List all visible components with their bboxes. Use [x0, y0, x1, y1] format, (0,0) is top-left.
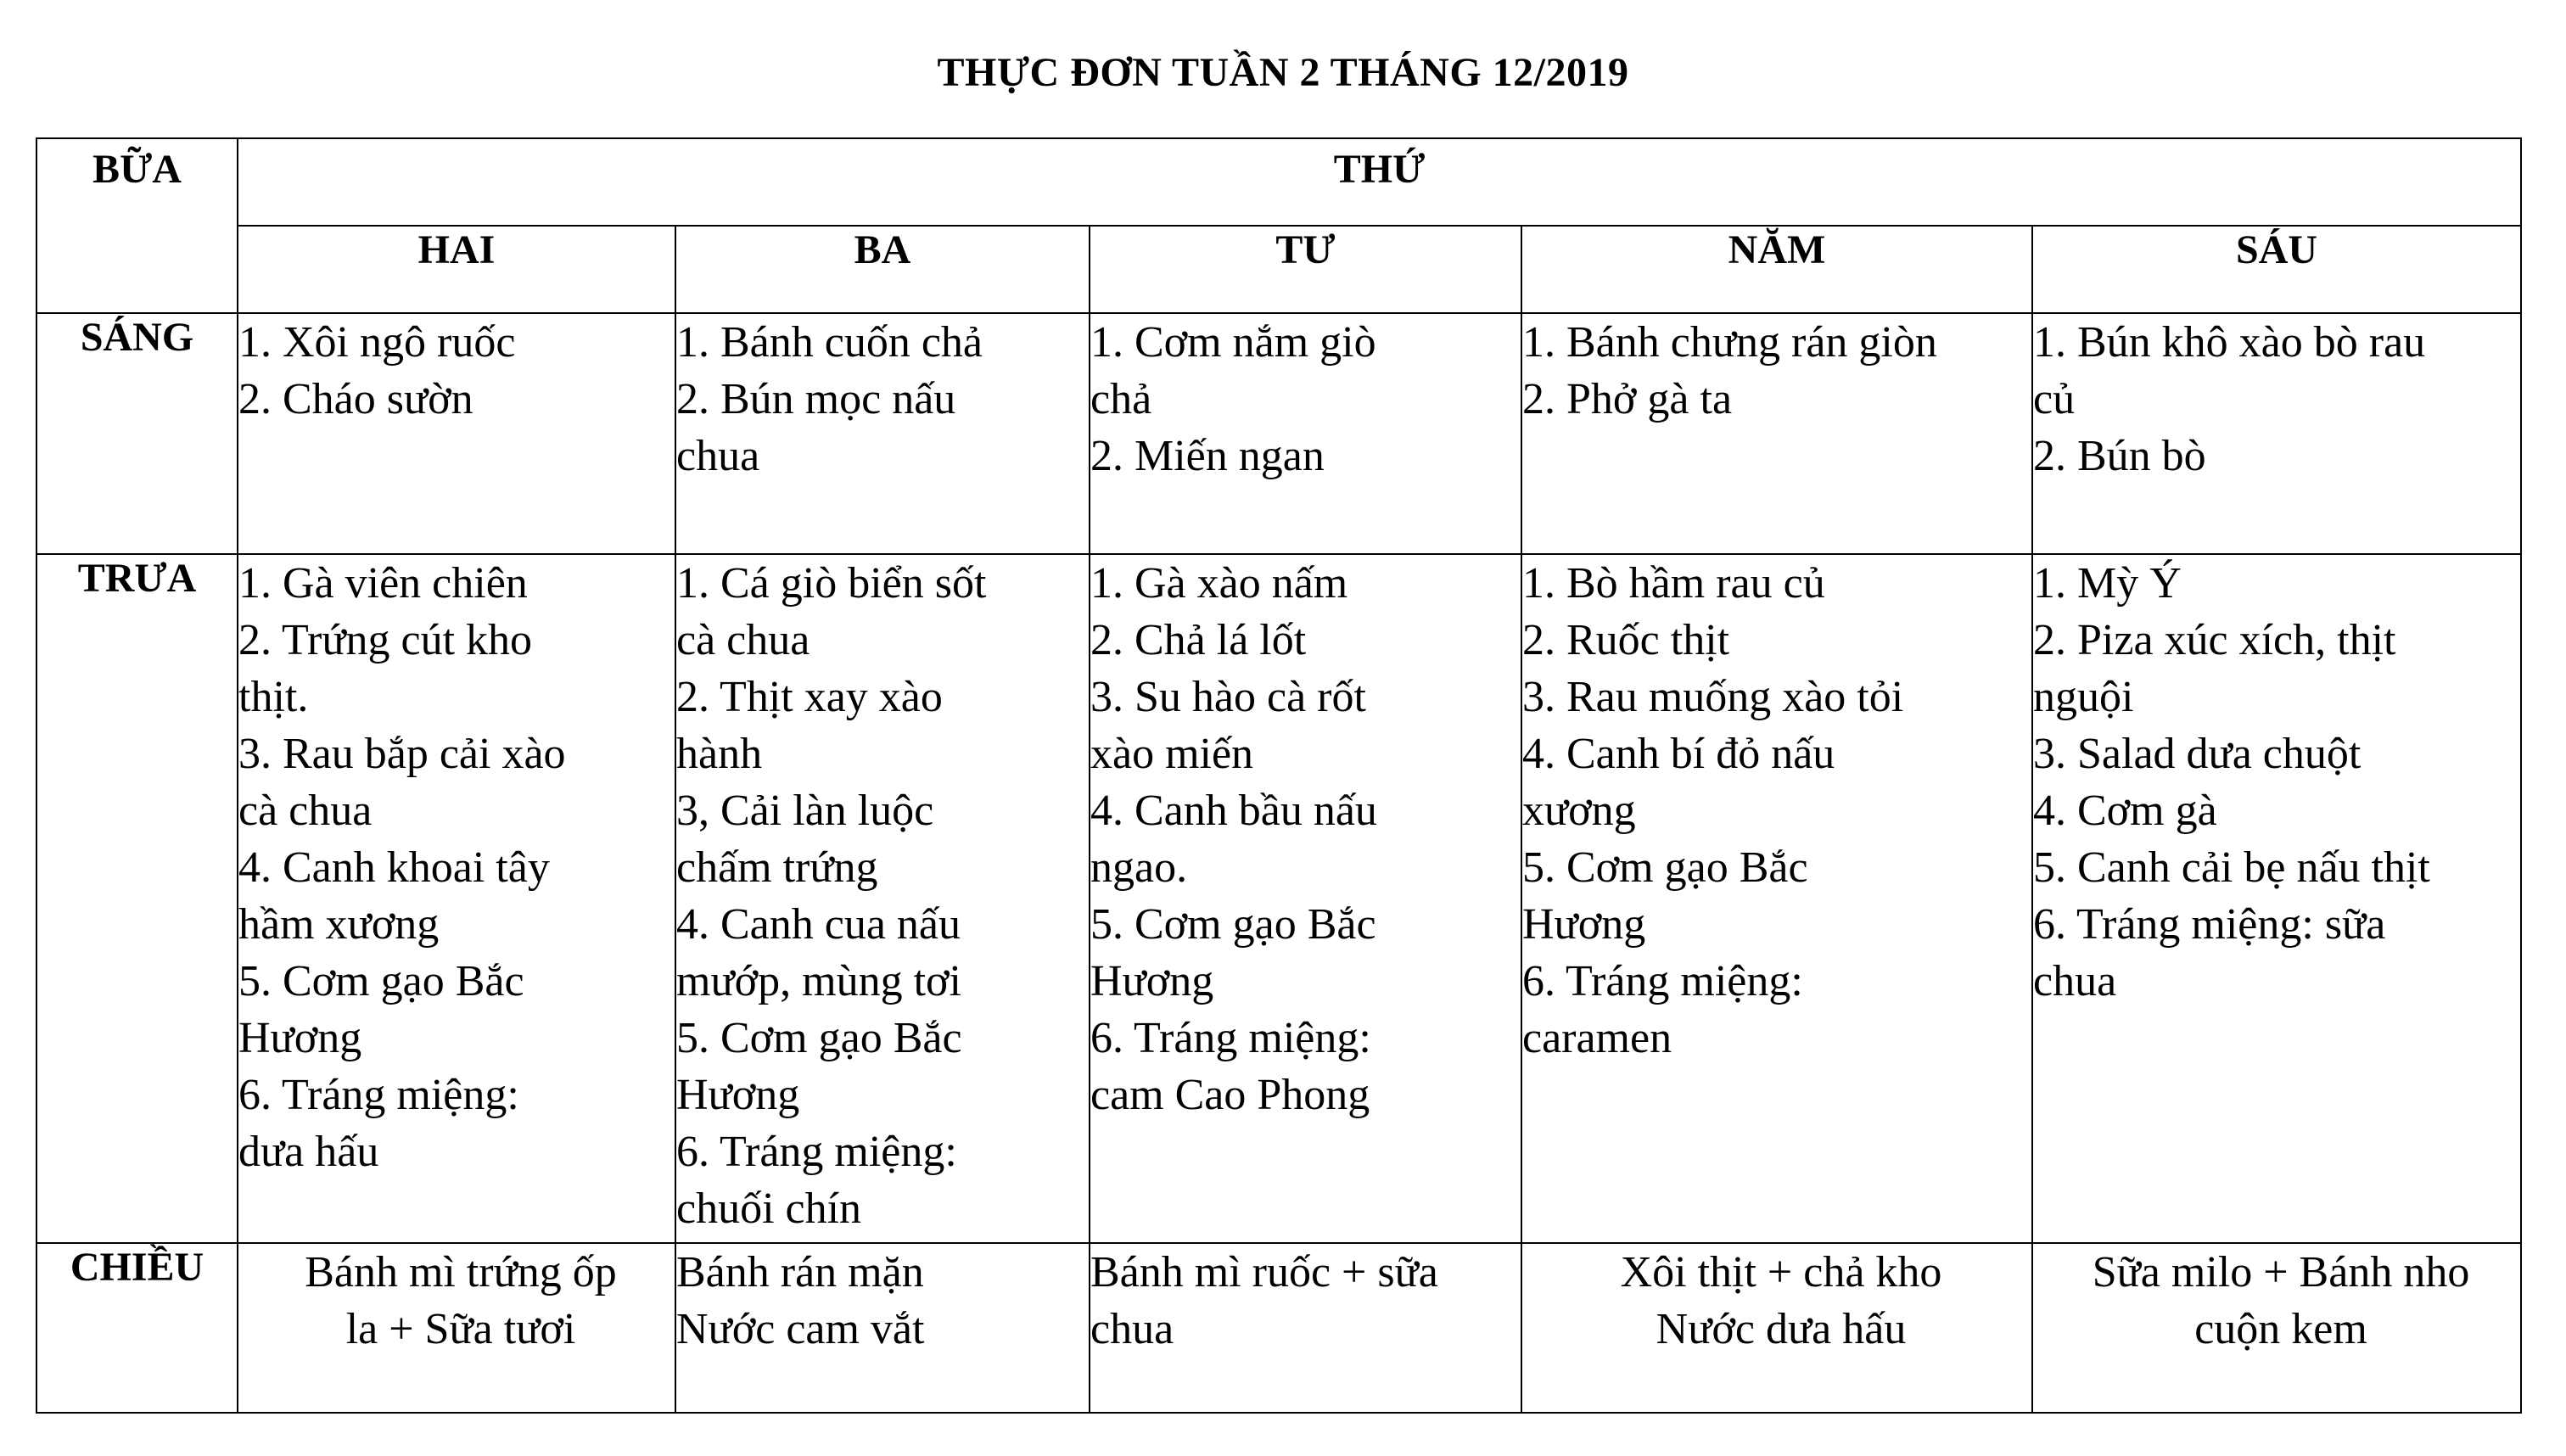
menu-line: chấm trứng: [676, 843, 878, 892]
menu-line: chua: [676, 432, 760, 480]
menu-line: 3. Su hào cà rốt: [1090, 673, 1366, 721]
menu-line: 3. Rau muống xào tỏi: [1522, 673, 1904, 721]
day-header-nam: NĂM: [1521, 226, 2032, 313]
menu-line: 1. Mỳ Ý: [2033, 559, 2182, 608]
cell-lunch-sau: [2032, 554, 2521, 1243]
menu-line: 2. Piza xúc xích, thịt: [2033, 616, 2396, 664]
menu-line: 1. Bánh chưng rán giòn: [1522, 318, 1937, 367]
menu-table: [36, 137, 2522, 1414]
menu-line: Bánh rán mặn: [676, 1248, 924, 1296]
menu-line: cà chua: [238, 787, 373, 835]
row-label-afternoon: CHIỀU: [36, 1243, 238, 1413]
page-title: THỰC ĐƠN TUẦN 2 THÁNG 12/2019: [937, 50, 1629, 95]
menu-line: 2. Bún bò: [2033, 432, 2206, 480]
menu-line: 1. Gà xào nấm: [1090, 559, 1348, 608]
menu-line: 2. Thịt xay xào: [676, 673, 943, 721]
menu-line: cam Cao Phong: [1090, 1071, 1370, 1119]
menu-line: 5. Cơm gạo Bắc: [676, 1014, 962, 1062]
header-row-days: [36, 226, 2521, 313]
menu-line: chua: [1090, 1305, 1174, 1353]
menu-line: 4. Canh bầu nấu: [1090, 787, 1377, 835]
menu-line: 5. Cơm gạo Bắc: [1090, 900, 1376, 949]
menu-line: xương: [1522, 787, 1636, 835]
menu-line: 1. Bánh cuốn chả: [676, 318, 983, 367]
menu-line: 1. Bò hầm rau củ: [1522, 559, 1825, 608]
cell-morning-sau: [2032, 313, 2521, 554]
cell-morning-tu: [1090, 313, 1521, 554]
menu-line: Bánh mì trứng ốp: [305, 1248, 617, 1296]
menu-line: chua: [2033, 957, 2117, 1005]
menu-line: cà chua: [676, 616, 810, 664]
cell-lunch-tu: [1090, 554, 1521, 1243]
menu-line: Hương: [1522, 900, 1646, 949]
header-row-top: [36, 138, 2521, 226]
cell-afternoon-sau: [2032, 1243, 2521, 1413]
menu-line: dưa hấu: [238, 1128, 379, 1176]
menu-line: nguội: [2033, 673, 2134, 721]
cell-lunch-nam: [1521, 554, 2032, 1243]
menu-line: củ: [2033, 375, 2076, 423]
menu-line: 2. Phở gà ta: [1522, 375, 1733, 423]
menu-line: mướp, mùng tơi: [676, 957, 961, 1005]
menu-line: 5. Cơm gạo Bắc: [1522, 843, 1808, 892]
menu-line: ngao.: [1090, 843, 1188, 892]
cell-morning-hai: [238, 313, 675, 554]
menu-line: 3, Cải làn luộc: [676, 787, 934, 835]
menu-line: 1. Cá giò biển sốt: [676, 559, 987, 608]
menu-line: 1. Bún khô xào bò rau: [2033, 318, 2426, 367]
cell-afternoon-hai: [238, 1243, 675, 1413]
row-lunch: [36, 554, 2521, 1243]
menu-line: cuộn kem: [2194, 1305, 2367, 1353]
row-label-lunch: TRƯA: [36, 554, 238, 1243]
menu-line: la + Sữa tươi: [345, 1305, 576, 1353]
menu-line: 5. Cơm gạo Bắc: [238, 957, 524, 1005]
menu-line: 6. Tráng miệng:: [1090, 1014, 1371, 1062]
menu-line: 6. Tráng miệng:: [1522, 957, 1803, 1005]
menu-line: 3. Rau bắp cải xào: [238, 730, 566, 778]
menu-line: 2. Trứng cút kho: [238, 616, 533, 664]
day-header-ba: BA: [675, 226, 1090, 313]
day-header-sau: SÁU: [2032, 226, 2521, 313]
menu-line: Hương: [238, 1014, 362, 1062]
menu-line: xào miến: [1090, 730, 1254, 778]
menu-line: 1. Xôi ngô ruốc: [238, 318, 516, 367]
row-morning: [36, 313, 2521, 554]
cell-morning-nam: [1521, 313, 2032, 554]
menu-line: 1. Gà viên chiên: [238, 559, 528, 608]
cell-afternoon-ba: [675, 1243, 1090, 1413]
menu-line: 6. Tráng miệng:: [238, 1071, 519, 1119]
menu-line: Bánh mì ruốc + sữa: [1090, 1248, 1438, 1296]
menu-line: Hương: [676, 1071, 800, 1119]
cell-lunch-hai: [238, 554, 675, 1243]
menu-line: Hương: [1090, 957, 1214, 1005]
menu-line: chuối chín: [676, 1184, 862, 1233]
menu-line: 4. Cơm gà: [2033, 787, 2217, 835]
menu-line: 2. Ruốc thịt: [1522, 616, 1730, 664]
row-label-morning: SÁNG: [36, 313, 238, 554]
meal-header: BỮA: [36, 138, 238, 313]
menu-line: Xôi thịt + chả kho: [1620, 1248, 1942, 1296]
menu-line: 2. Cháo sườn: [238, 375, 473, 423]
cell-morning-ba: [675, 313, 1090, 554]
cell-lunch-ba: [675, 554, 1090, 1243]
menu-line: 3. Salad dưa chuột: [2033, 730, 2362, 778]
menu-line: Nước dưa hấu: [1656, 1305, 1907, 1353]
menu-line: Nước cam vắt: [676, 1305, 925, 1353]
row-afternoon: [36, 1243, 2521, 1413]
cell-afternoon-tu: [1090, 1243, 1521, 1413]
menu-line: 5. Canh cải bẹ nấu thịt: [2033, 843, 2430, 892]
menu-line: 4. Canh bí đỏ nấu: [1522, 730, 1835, 778]
menu-line: 1. Cơm nắm giò: [1090, 318, 1376, 367]
menu-line: hành: [676, 730, 763, 778]
weekday-header: THỨ: [238, 138, 2521, 226]
menu-line: 6. Tráng miệng:: [676, 1128, 957, 1176]
day-header-tu: TƯ: [1090, 226, 1521, 313]
menu-line: 2. Bún mọc nấu: [676, 375, 956, 423]
day-header-hai: HAI: [238, 226, 675, 313]
menu-line: 6. Tráng miệng: sữa: [2033, 900, 2386, 949]
menu-line: thịt.: [238, 673, 309, 721]
menu-line: 2. Chả lá lốt: [1090, 616, 1307, 664]
menu-line: 4. Canh khoai tây: [238, 843, 550, 892]
menu-line: caramen: [1522, 1014, 1672, 1062]
menu-line: 2. Miến ngan: [1090, 432, 1325, 480]
menu-line: chả: [1090, 375, 1152, 423]
cell-afternoon-nam: [1521, 1243, 2032, 1413]
menu-line: hầm xương: [238, 900, 440, 949]
menu-line: Sữa milo + Bánh nho: [2092, 1248, 2470, 1296]
menu-line: 4. Canh cua nấu: [676, 900, 961, 949]
